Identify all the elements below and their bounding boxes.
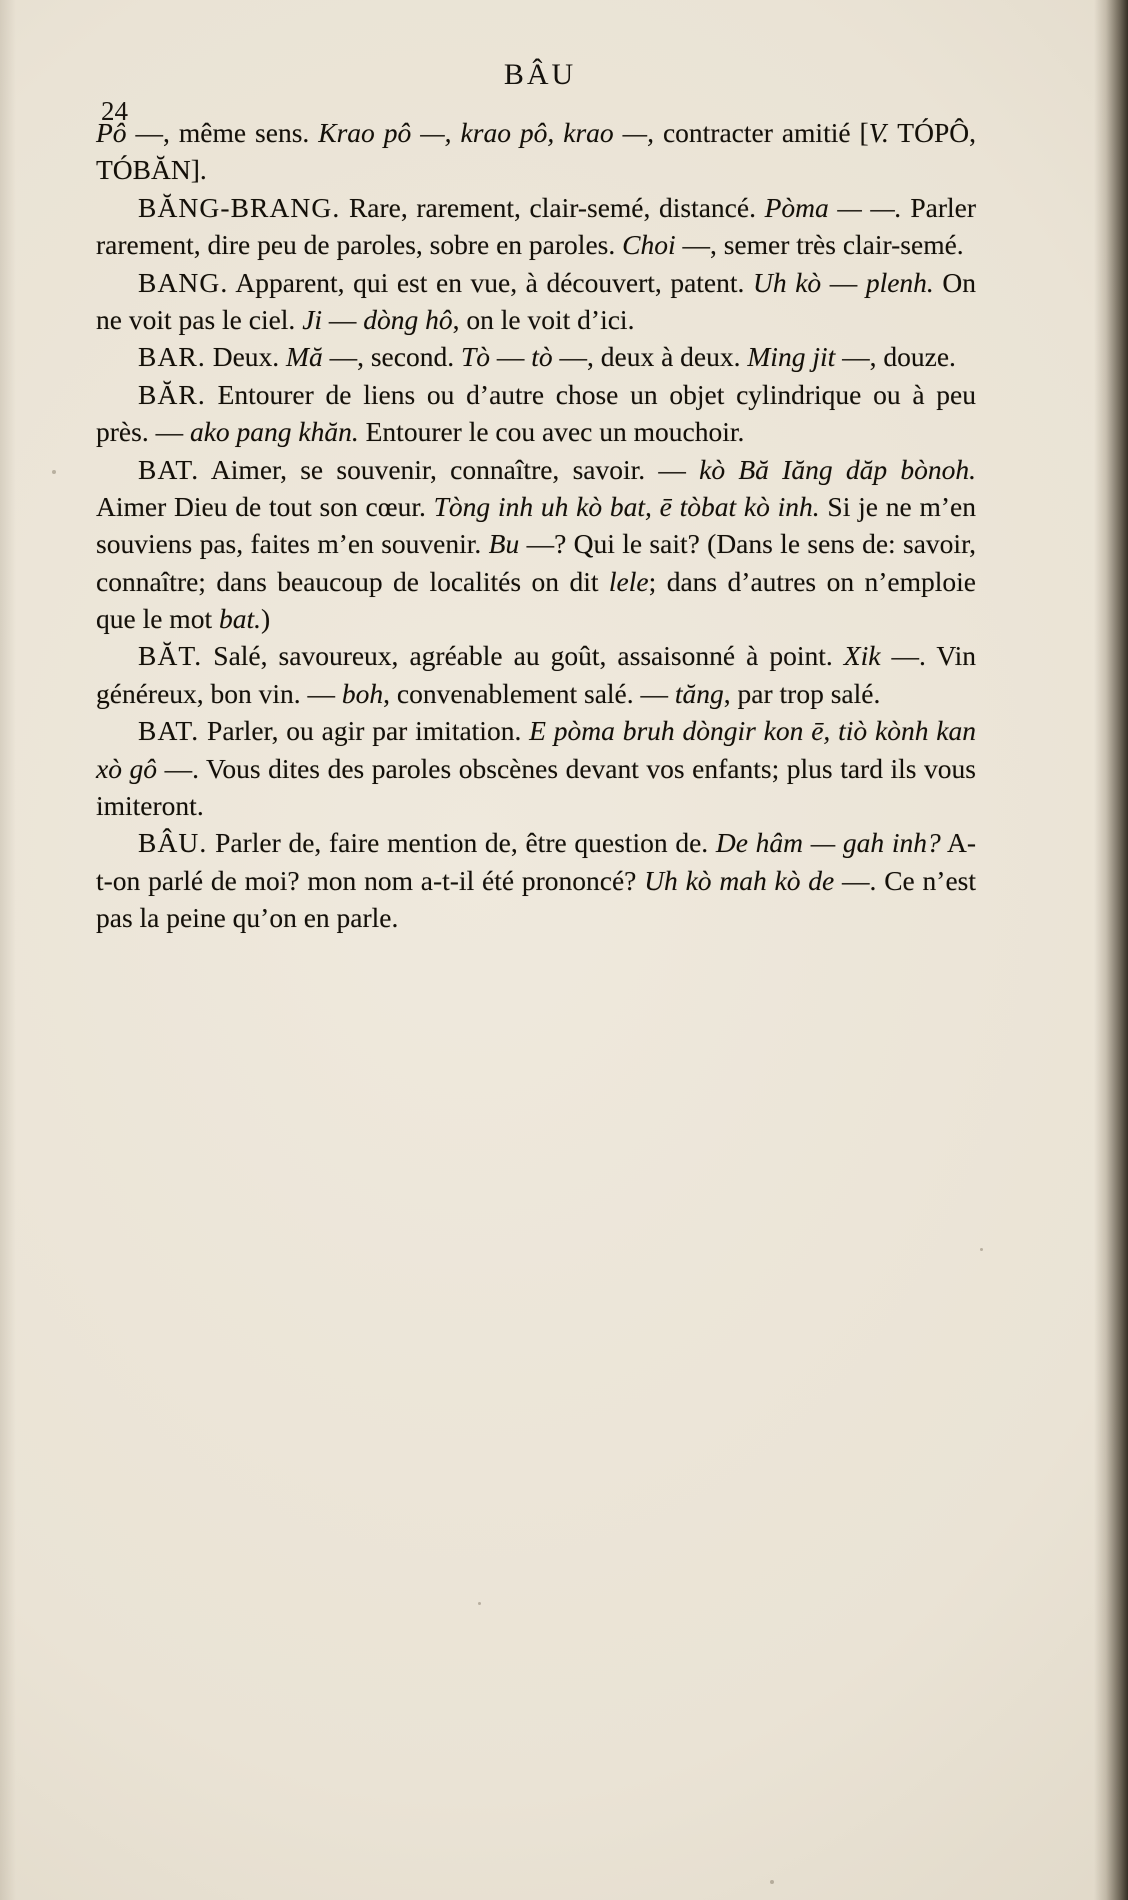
paper-speck — [980, 1248, 983, 1251]
page-number: 24 — [101, 96, 128, 126]
page-left-edge-shadow — [0, 0, 16, 1900]
entry-bat-2: BĂT. Salé, savoureux, agréable au goût, assaisonné à point. Xik —. Vin généreux, bon vin. — boh, convenablement salé. — tăng, par trop salé. — [96, 640, 976, 709]
entry-bang-brang: BĂNG-BRANG. Rare, rarement, clair-semé, distancé. Pòma — —. Parler rarement, dire peu de paroles, sobre en paroles. Choi —, semer très clair-semé. — [96, 191, 976, 261]
running-head: BÂU — [503, 58, 577, 91]
paper-speck — [52, 470, 56, 474]
page-gutter-shadow — [1094, 0, 1128, 1900]
entry-po-continuation: Pô —, même sens. Krao pô —, krao pô, krao —, contracter amitié [V. TÓPÔ, TÓBĂN]. — [96, 117, 976, 186]
paper-speck — [770, 1880, 774, 1884]
entry-bar-2: BĂR. Entourer de liens ou d’autre chose un objet cylindrique ou à peu près. — ako pang khăn. Entourer le cou avec un mouchoir. — [96, 378, 976, 448]
paper-speck — [478, 1602, 481, 1605]
entry-bar: BAR. Deux. Mă —, second. Tò — tò —, deux à deux. Ming jit —, douze. — [138, 341, 956, 373]
dictionary-entries — [96, 114, 976, 937]
entry-bat-3: BAT. Parler, ou agir par imitation. E pòma bruh dòngir kon ē, tiò kònh kan xò gô —. Vous dites des paroles obscènes devant vos enfants; plus tard ils vous imiteront. — [96, 715, 976, 822]
entry-bat: BAT. Aimer, se souvenir, connaître, savoir. — kò Bă Iăng dăp bònoh. Aimer Dieu de tout son cœur. Tòng inh uh kò bat, ē tòbat kò inh. Si je ne m’en souviens pas, faites m’en souvenir. Bu —? Qui le sait? (Dans le sens de: savoir, connaître; dans beaucoup de localités on dit lele; dans d’autres on n’emploie que le mot bat.) — [96, 453, 977, 635]
entry-bang: BANG. Apparent, qui est en vue, à découvert, patent. Uh kò — plenh. On ne voit pas le ciel. Ji — dòng hô, on le voit d’ici. — [96, 266, 977, 335]
page-content — [96, 58, 976, 937]
entry-bau: BÂU. Parler de, faire mention de, être question de. De hâm — gah inh? A-t-on parlé de moi? mon nom a-t-il été prononcé? Uh kò mah kò de —. Ce n’est pas la peine qu’on en parle. — [96, 827, 977, 934]
